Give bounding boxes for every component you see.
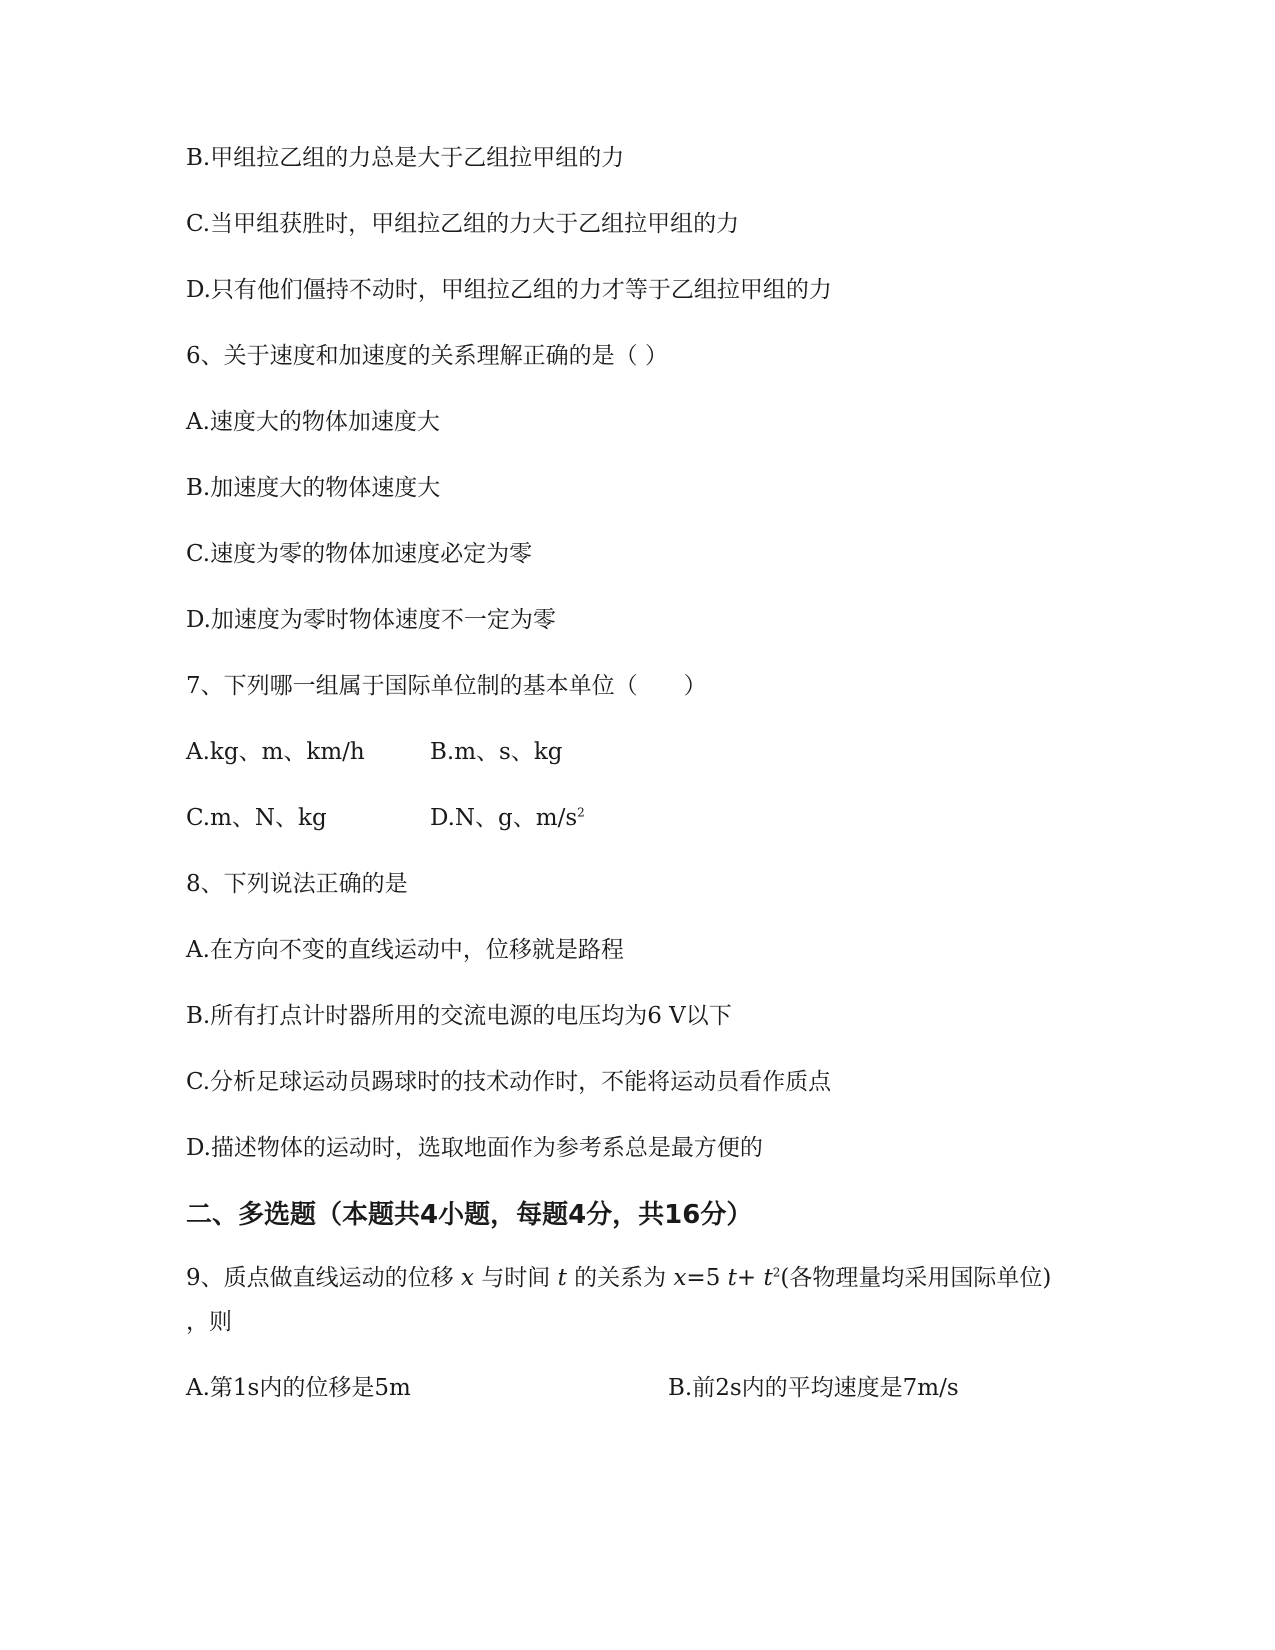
- q7-option-c: C.m、N、kg: [186, 805, 327, 831]
- q5-option-b: B.甲组拉乙组的力总是大于乙组拉甲组的力: [186, 145, 625, 171]
- q9-option-b: B.前2s内的平均速度是7m/s: [668, 1375, 959, 1401]
- q8-option-c: C.分析足球运动员踢球时的技术动作时，不能将运动员看作质点: [186, 1069, 832, 1095]
- q6-stem: 6、关于速度和加速度的关系理解正确的是（ ）: [186, 343, 668, 369]
- q9-eq-t2: t: [763, 1265, 773, 1291]
- q9-stem-part1: 9、质点做直线运动的位移: [186, 1265, 461, 1291]
- q9-eq-t1: t: [727, 1265, 737, 1291]
- q9-eq-plus: +: [736, 1265, 764, 1291]
- q6-option-b: B.加速度大的物体速度大: [186, 475, 441, 501]
- q9-var-x: x: [460, 1265, 474, 1291]
- q5-option-d: D.只有他们僵持不动时，甲组拉乙组的力才等于乙组拉甲组的力: [186, 277, 832, 303]
- q9-stem-part4: (各物理量均采用国际单位): [780, 1265, 1052, 1291]
- q9-stem: [186, 1263, 1051, 1293]
- q8-option-d: D.描述物体的运动时，选取地面作为参考系总是最方便的: [186, 1135, 763, 1161]
- q9-eq-mid: =5: [686, 1265, 728, 1291]
- q7-option-b: B.m、s、kg: [430, 739, 563, 765]
- q9-stem-continuation: ，则: [186, 1309, 232, 1335]
- q9-eq-x: x: [673, 1265, 687, 1291]
- q5-option-c: C.当甲组获胜时，甲组拉乙组的力大于乙组拉甲组的力: [186, 211, 740, 237]
- q9-stem-part3: 的关系为: [566, 1265, 674, 1291]
- q9-var-t: t: [557, 1265, 567, 1291]
- q7-option-a: A.kg、m、km/h: [186, 739, 365, 765]
- q6-option-d: D.加速度为零时物体速度不一定为零: [186, 607, 556, 633]
- q8-option-a: A.在方向不变的直线运动中，位移就是路程: [186, 937, 624, 963]
- q7-option-d: [430, 803, 585, 833]
- q9-stem-part2: 与时间: [473, 1265, 558, 1291]
- q6-option-a: A.速度大的物体加速度大: [186, 409, 440, 435]
- q9-option-a: A.第1s内的位移是5m: [186, 1375, 411, 1401]
- q7-option-d-superscript: 2: [577, 805, 585, 820]
- section-heading-multiple-choice: 二、多选题（本题共4小题，每题4分，共16分）: [186, 1200, 753, 1230]
- q8-stem: 8、下列说法正确的是: [186, 871, 408, 897]
- q8-option-b: B.所有打点计时器所用的交流电源的电压均为6 V以下: [186, 1003, 732, 1029]
- q6-option-c: C.速度为零的物体加速度必定为零: [186, 541, 533, 567]
- q9-eq-superscript: 2: [772, 1265, 781, 1280]
- q7-stem: 7、下列哪一组属于国际单位制的基本单位（ ）: [186, 673, 707, 699]
- q7-option-d-text: D.N、g、m/s: [430, 805, 578, 831]
